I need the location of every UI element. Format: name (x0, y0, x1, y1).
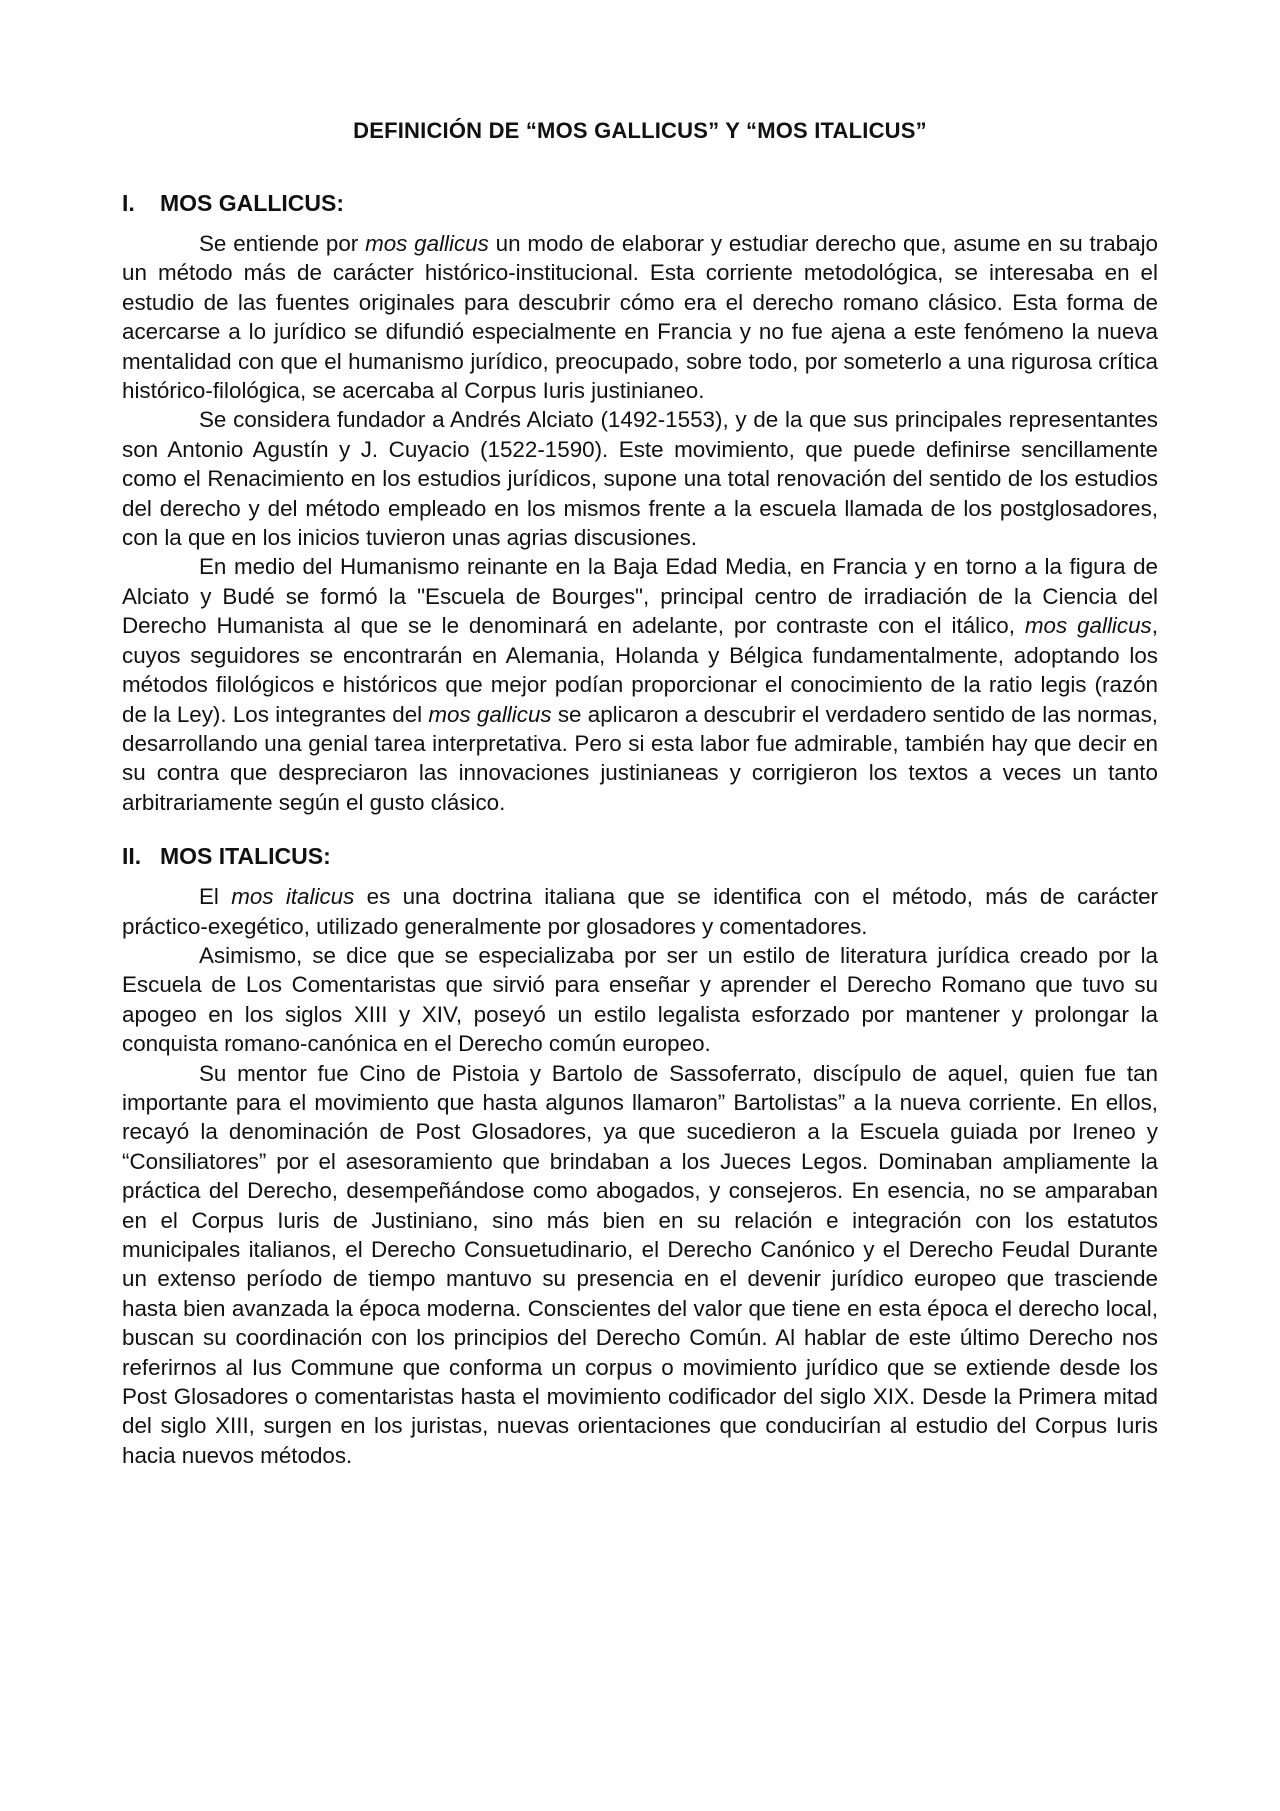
text-run: un modo de elaborar y estudiar derecho que, asume en su trabajo un método más de carácter histórico-institucional. Esta corriente metodológica, se interesaba en el estudio de las fuentes originales para descubrir cómo era el derecho romano clásico. Esta forma de acercarse a lo jurídico se difundió especialmente en Francia y no fue ajena a este fenómeno la nueva mentalidad con que el humanismo jurídico, preocupado, sobre todo, por someterlo a una rigurosa crítica histórico-filológica, se acercaba al Corpus Iuris justinianeo. (122, 231, 1158, 404)
section-title: MOS GALLICUS: (160, 190, 344, 216)
text-run: Asimismo, se dice que se especializaba por ser un estilo de literatura jurídica creado por la Escuela de Los Comentaristas que sirvió para enseñar y aprender el Derecho Romano que tuvo su apogeo en los siglos XIII y XIV, poseyó un estilo legalista esforzado por mantener y prolongar la conquista romano-canónica en el Derecho común europeo. (122, 942, 1158, 1057)
italic-text-run: mos italicus (231, 884, 355, 910)
text-run: se aplicaron a descubrir el verdadero sentido de las normas, desarrollando una genial tarea interpretativa. Pero si esta labor fue admirable, también hay que decir en su contra que despreciaron las innovaciones justinianeas y corrigieron los textos a veces un tanto arbitrariamente según el gusto clásico. (122, 701, 1159, 815)
section-body (122, 229, 1158, 817)
text-run: Se entiende por (199, 231, 366, 256)
italic-text-run: mos gallicus (365, 231, 489, 256)
section-title: MOS ITALICUS: (160, 843, 331, 870)
paragraph (122, 941, 1158, 1059)
italic-text-run: mos gallicus (428, 701, 552, 727)
section-heading (122, 190, 1158, 217)
text-run: es una doctrina italiana que se identifica con el método, más de carácter práctico-exegético, utilizado generalmente por glosadores y comentadores. (122, 884, 1158, 939)
section-heading (122, 843, 1158, 870)
paragraph (122, 229, 1158, 405)
text-run: , cuyos seguidores se encontrarán en Alemania, Holanda y Bélgica fundamentalmente, adoptando los métodos filológicos e históricos que mejor podían proporcionar el conocimiento de la ratio legis (razón de la Ley). Los integrantes del (122, 613, 1158, 727)
document-page (122, 118, 1158, 1496)
italic-text-run: mos gallicus (1024, 613, 1152, 639)
paragraph (122, 405, 1158, 552)
section-number: I. (122, 190, 135, 216)
paragraph (122, 552, 1158, 817)
text-run: En medio del Humanismo reinante en la Baja Edad Media, en Francia y en torno a la figura de Alciato y Budé se formó la "Escuela de Bourges", principal centro de irradiación de la Ciencia del Derecho Humanista al que se le denominará en adelante, por contraste con el itálico, (122, 554, 1158, 639)
text-run: Se considera fundador a Andrés Alciato (1492-1553), y de la que sus principales representantes son Antonio Agustín y J. Cuyacio (1522-1590). Este movimiento, que puede definirse sencillamente como el Renacimiento en los estudios jurídicos, supone una total renovación del sentido de los estudios del derecho y del método empleado en los mismos frente a la escuela llamada de los postglosadores, con la que en los inicios tuvieron unas agrias discusiones. (122, 407, 1158, 551)
paragraph (122, 882, 1158, 941)
text-run: Su mentor fue Cino de Pistoia y Bartolo de Sassoferrato, discípulo de aquel, quien fue tan importante para el movimiento que hasta algunos llamaron” Bartolistas” a la nueva corriente. En ellos, recayó la denominación de Post Glosadores, ya que sucedieron a la Escuela guiada por Ireneo y “Consiliatores” por el asesoramiento que brindaban a los Jueces Legos. Dominaban ampliamente la práctica del Derecho, desempeñándose como abogados, y consejeros. En esencia, no se amparaban en el Corpus Iuris de Justiniano, sino más bien en su relación e integración con los estatutos municipales italianos, el Derecho Consuetudinario, el Derecho Canónico y el Derecho Feudal Durante un extenso período de tiempo mantuvo su presencia en el devenir jurídico europeo que trasciende hasta bien avanzada la época moderna. Conscientes del valor que tiene en esta época el derecho local, buscan su coordinación con los principios del Derecho Común. Al hablar de este último Derecho nos referirnos al Ius Commune que conforma un corpus o movimiento jurídico que se extiende desde los Post Glosadores o comentaristas hasta el movimiento codificador del siglo XIX. Desde la Primera mitad del siglo XIII, surgen en los juristas, nuevas orientaciones que conducirían al estudio del Corpus Iuris hacia nuevos métodos. (122, 1060, 1158, 1468)
section-mos-italicus (122, 843, 1158, 1470)
document-title: DEFINICIÓN DE “MOS GALLICUS” Y “MOS ITALICUS” (353, 118, 927, 143)
paragraph (122, 1059, 1158, 1471)
section-mos-gallicus (122, 190, 1158, 817)
text-run: El (199, 884, 232, 910)
section-body (122, 882, 1158, 1470)
section-number: II. (122, 843, 142, 870)
